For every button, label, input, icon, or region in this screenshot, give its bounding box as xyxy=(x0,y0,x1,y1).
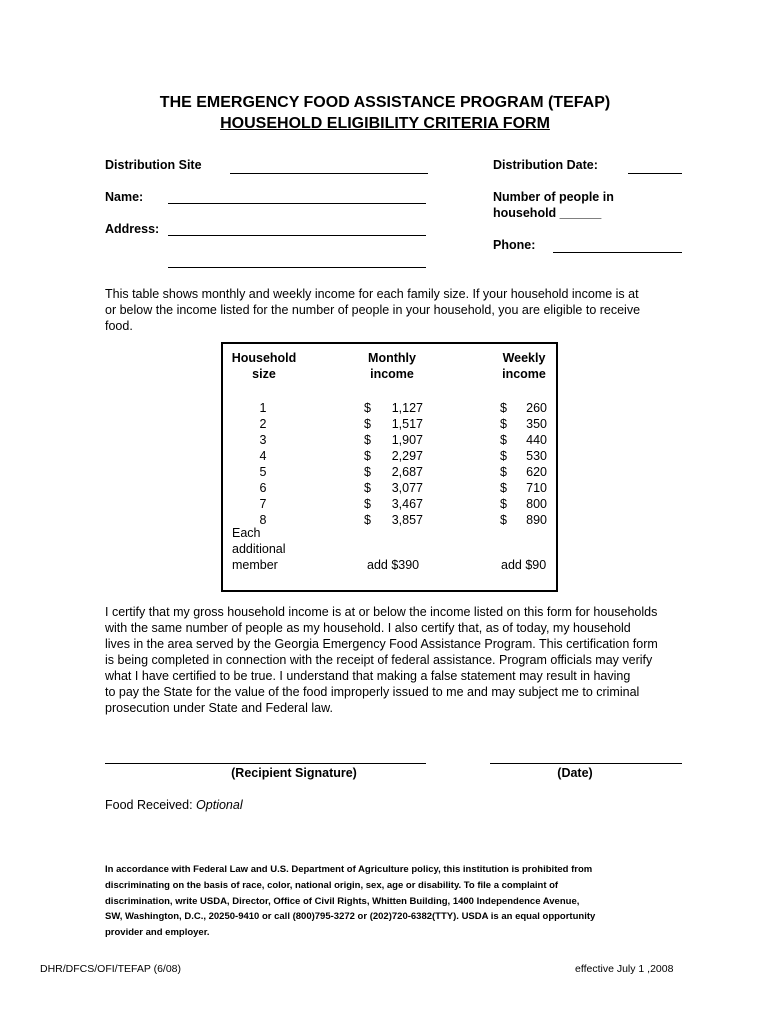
header-weekly-line1: Weekly xyxy=(502,351,546,365)
certification-line: is being completed in connection with the receipt of federal assistance. Program officials may verify xyxy=(105,653,653,667)
intro-line: or below the income listed for the number of people in your household, you are eligible to receive xyxy=(105,303,641,317)
monthly-currency-sign: $ xyxy=(364,433,371,447)
distribution-site-label: Distribution Site xyxy=(105,158,202,172)
statement-line: discrimination, write USDA, Director, Office of Civil Rights, Whitten Building, 1400 Independence Avenue, xyxy=(105,895,580,907)
weekly-currency-sign: $ xyxy=(500,401,507,415)
header-monthly-line2: income xyxy=(370,367,414,381)
monthly-currency-sign: $ xyxy=(364,449,371,463)
statement-line: discriminating on the basis of race, color, national origin, sex, age or disability. To file a complaint of xyxy=(105,879,559,891)
name-label: Name: xyxy=(105,190,144,204)
certification-line: to pay the State for the value of the food improperly issued to me and may subject me to criminal xyxy=(105,685,640,699)
monthly-income-cell: 3,467 xyxy=(391,497,423,511)
monthly-currency-sign: $ xyxy=(364,465,371,479)
statement-line: provider and employer. xyxy=(105,927,210,939)
header-household-size xyxy=(223,350,305,382)
nondiscrimination-statement xyxy=(105,862,705,941)
statement-line: In accordance with Federal Law and U.S. Department of Agriculture policy, this institution is prohibited from xyxy=(105,864,593,875)
monthly-currency-sign: $ xyxy=(364,481,371,495)
monthly-income-cell: 1,517 xyxy=(391,417,423,431)
header-monthly-income xyxy=(356,350,428,382)
weekly-income-cell: 800 xyxy=(526,497,547,511)
additional-monthly: add $390 xyxy=(367,558,420,572)
weekly-currency-sign: $ xyxy=(500,497,507,511)
additional-line1: Each xyxy=(232,526,261,540)
monthly-income-cell: 2,297 xyxy=(391,449,423,463)
date-label: (Date) xyxy=(557,766,593,780)
weekly-income-cell: 890 xyxy=(526,513,547,527)
household-size-cell: 4 xyxy=(259,449,267,463)
food-received-label: Food Received: xyxy=(105,798,193,812)
recipient-signature-label: (Recipient Signature) xyxy=(231,766,357,780)
household-size-cell: 3 xyxy=(259,433,267,447)
monthly-currency-sign: $ xyxy=(364,497,371,511)
weekly-currency-sign: $ xyxy=(500,513,507,527)
form-title: THE EMERGENCY FOOD ASSISTANCE PROGRAM (TEFAP) xyxy=(159,94,611,111)
weekly-income-cell: 530 xyxy=(526,449,547,463)
form-subtitle xyxy=(0,115,770,133)
intro-line: food. xyxy=(105,319,133,333)
household-size-cell: 8 xyxy=(259,513,267,527)
address-label: Address: xyxy=(105,222,160,236)
phone-label: Phone: xyxy=(493,238,536,252)
date-line[interactable] xyxy=(490,763,682,764)
intro-paragraph xyxy=(105,286,665,334)
distribution-date-label: Distribution Date: xyxy=(493,158,598,172)
certification-line: I certify that my gross household income is at or below the income listed on this form for households xyxy=(105,605,658,619)
header-monthly-line1: Monthly xyxy=(368,351,416,365)
number-people-label: Number of people in xyxy=(493,190,614,204)
additional-weekly: add $90 xyxy=(501,558,547,572)
weekly-currency-sign: $ xyxy=(500,433,507,447)
phone-field[interactable] xyxy=(553,252,682,253)
weekly-currency-sign: $ xyxy=(500,449,507,463)
distribution-site-field[interactable] xyxy=(230,173,428,174)
additional-line2: additional xyxy=(232,542,286,556)
intro-line: This table shows monthly and weekly income for each family size. If your household income is at xyxy=(105,287,639,301)
certification-paragraph xyxy=(105,604,665,716)
household-count-field[interactable]: household ______ xyxy=(493,206,602,220)
food-received-optional: Optional xyxy=(196,798,243,812)
certification-line: prosecution under State and Federal law. xyxy=(105,701,333,715)
monthly-currency-sign: $ xyxy=(364,401,371,415)
income-table xyxy=(221,342,558,592)
signature-line[interactable] xyxy=(105,763,426,764)
statement-line: SW, Washington, D.C., 20250-9410 or call (800)795-3272 or (202)720-6382(TTY). USDA is an equal opportunity xyxy=(105,911,596,923)
weekly-currency-sign: $ xyxy=(500,465,507,479)
header-household-line1: Household xyxy=(231,351,297,365)
weekly-income-cell: 710 xyxy=(526,481,547,495)
address-field-line2[interactable] xyxy=(168,267,426,268)
household-size-cell: 1 xyxy=(259,401,267,415)
certification-line: with the same number of people as my household. I also certify that, as of today, my household xyxy=(105,621,631,635)
form-subtitle-text: HOUSEHOLD ELIGIBILITY CRITERIA FORM xyxy=(220,115,550,132)
household-size-cell: 7 xyxy=(259,497,267,511)
effective-date: effective July 1 ,2008 xyxy=(575,963,674,975)
address-field-line1[interactable] xyxy=(168,235,426,236)
food-received xyxy=(105,797,243,813)
monthly-currency-sign: $ xyxy=(364,417,371,431)
distribution-date-field[interactable] xyxy=(628,173,682,174)
household-size-cell: 2 xyxy=(259,417,267,431)
weekly-currency-sign: $ xyxy=(500,417,507,431)
weekly-income-cell: 350 xyxy=(526,417,547,431)
household-size-cell: 6 xyxy=(259,481,267,495)
certification-line: what I have certified to be true. I understand that making a false statement may result in having xyxy=(105,669,631,683)
weekly-income-cell: 620 xyxy=(526,465,547,479)
header-household-line2: size xyxy=(252,367,276,381)
monthly-currency-sign: $ xyxy=(364,513,371,527)
name-field[interactable] xyxy=(168,203,426,204)
weekly-income-cell: 440 xyxy=(526,433,547,447)
household-size-cell: 5 xyxy=(259,465,267,479)
certification-line: lives in the area served by the Georgia Emergency Food Assistance Program. This certification form xyxy=(105,637,658,651)
weekly-currency-sign: $ xyxy=(500,481,507,495)
monthly-income-cell: 3,077 xyxy=(391,481,423,495)
additional-member-label xyxy=(232,525,286,573)
header-weekly-income xyxy=(488,350,560,382)
header-weekly-line2: income xyxy=(502,367,546,381)
monthly-income-cell: 3,857 xyxy=(391,513,423,527)
monthly-income-cell: 2,687 xyxy=(391,465,423,479)
monthly-income-cell: 1,127 xyxy=(391,401,423,415)
additional-line3: member xyxy=(232,558,278,572)
form-code: DHR/DFCS/OFI/TEFAP (6/08) xyxy=(40,963,181,975)
monthly-income-cell: 1,907 xyxy=(391,433,423,447)
weekly-income-cell: 260 xyxy=(526,401,547,415)
